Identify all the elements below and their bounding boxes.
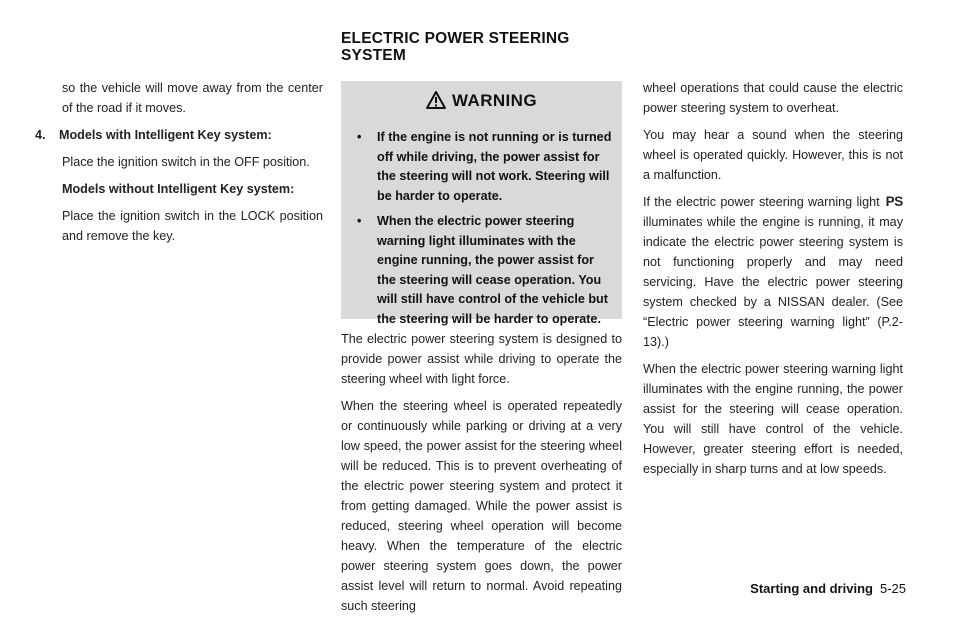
step-4-text-no-ik: Place the ignition switch in the LOCK position and remove the key.	[62, 209, 323, 243]
column-left	[35, 78, 323, 253]
step-4-text-ik: Place the ignition switch in the OFF position.	[62, 155, 310, 169]
step-number: 4.	[35, 128, 46, 142]
paragraph-with-symbol: If the electric power steering warning light PS illuminates while the engine is running, it may indicate the electric power steering system is not functioning properly and may need servicing. Have the electric power steering system checked by a NISSAN dealer. (See “Electric power steering warning light” (P.2-13).)	[643, 194, 903, 349]
intro-paragraph: so the vehicle will move away from the center of the road if it moves.	[62, 81, 323, 115]
warning-list	[357, 128, 613, 335]
ps-warning-light-icon: PS	[885, 194, 903, 209]
step-4	[35, 125, 323, 246]
section-title-line-2: SYSTEM	[341, 47, 406, 64]
column-right	[643, 78, 903, 486]
paragraph: wheel operations that could cause the electric power steering system to overheat.	[643, 81, 903, 115]
paragraph: You may hear a sound when the steering wheel is operated quickly. However, this is not a malfunction.	[643, 128, 903, 182]
warning-item: • When the electric power steering warning light illuminates with the engine running, the power assist for the steering will cease operation. You will still have control of the vehicle but the steering will be harder to operate.	[357, 214, 608, 326]
paragraph: When the steering wheel is operated repeatedly or continuously while parking or driving at a very low speed, the power assist for the steering wheel will be reduced. This is to prevent overheating of the electric power steering system and protect it from getting damaged. While the power assist is reduced, steering wheel operation will become heavy. When the temperature of the electric power steering system goes down, the power assist level will return to normal. Avoid repeating such steering	[341, 399, 622, 613]
section-title-line-1: ELECTRIC POWER STEERING	[341, 30, 570, 47]
warning-item: • If the engine is not running or is turned off while driving, the power assist for the steering will not work. Steering will be harder to operate.	[357, 130, 612, 203]
warning-title: WARNING	[452, 91, 537, 110]
footer-page-number: 5-25	[879, 581, 906, 596]
warning-box	[341, 81, 622, 326]
bullet: •	[357, 130, 362, 144]
column-middle	[341, 329, 622, 623]
warning-header	[341, 91, 622, 114]
footer-chapter: Starting and driving	[750, 581, 873, 596]
page-footer	[750, 581, 906, 597]
paragraph: The electric power steering system is designed to provide power assist while driving to operate the steering wheel with light force.	[341, 332, 622, 386]
bullet: •	[357, 214, 362, 228]
step-4-heading-no-ik: Models without Intelligent Key system:	[62, 182, 295, 196]
step-4-heading-ik: 4. Models with Intelligent Key system:	[62, 125, 323, 145]
paragraph: When the electric power steering warning light illuminates with the engine running, the power assist for the steering will cease operation. You will still have control of the vehicle. However, greater steering effort is needed, especially in sharp turns and at low speeds.	[643, 362, 903, 476]
section-title	[341, 30, 641, 64]
warning-triangle-icon	[426, 91, 446, 114]
